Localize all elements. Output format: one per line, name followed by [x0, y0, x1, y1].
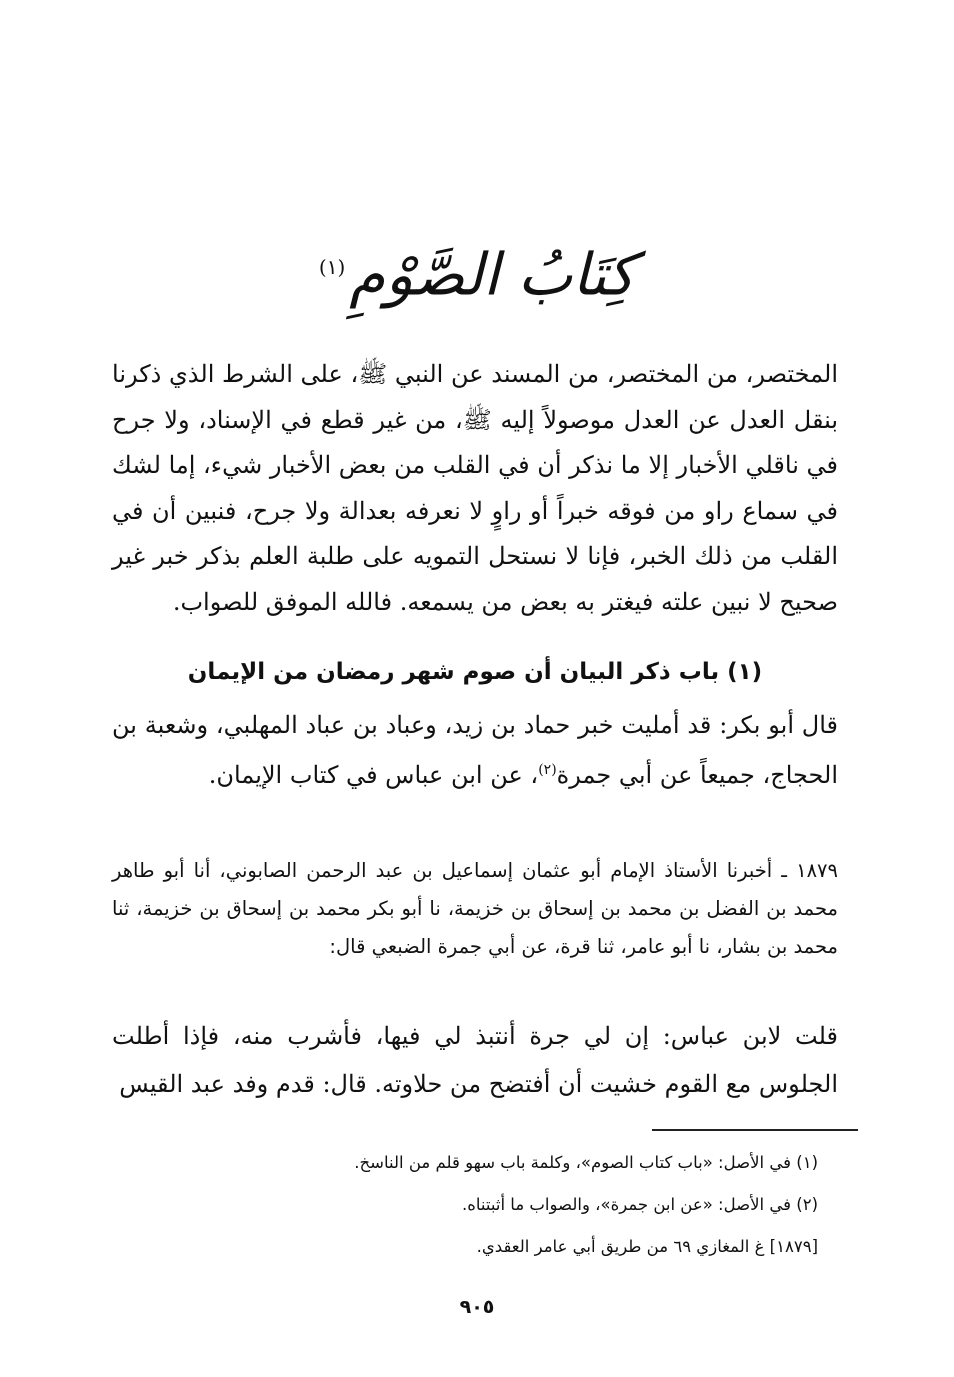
book-title — [0, 222, 954, 319]
book-title-text: كِتَابُ الصَّوْمِ — [349, 240, 636, 309]
abu-bakr-paragraph — [112, 700, 838, 800]
chapter-heading: (١) باب ذكر البيان أن صوم شهر رمضان من الإيمان — [187, 659, 763, 685]
hadith-text: قلت لابن عباس: إن لي جرة أنتبذ لي فيها، فأشرب منه، فإذا أطلت الجلوس مع القوم خشيت أن أفتضح من حلاوته. قال: قدم وفد عبد القيس — [112, 1022, 838, 1098]
footnote-2: (٢) في الأصل: «عن ابن جمرة»، والصواب ما أثبتناه. — [462, 1195, 818, 1214]
page-number: ٩٠٥ — [459, 1296, 495, 1318]
footnote-hadith-reference: [١٨٧٩] غ المغازي ٦٩ من طريق أبي عامر العقدي. — [476, 1237, 818, 1256]
intro-paragraph: المختصر، من المختصر، من المسند عن النبي ﷺ، على الشرط الذي ذكرنا بنقل العدل عن العدل موصولاً إليه ﷺ، من غير قطع في الإسناد، ولا جرح في ناقلي الأخبار إلا ما نذكر أن في القلب من بعض الأخبار شيء، إما لشك في سماع راو من فوقه خبراً أو راوٍ لا نعرفه بعدالة ولا جرح، فنبين أن في القلب من ذلك الخبر، فإنا لا نستحل التمويه على طلبة العلم بذكر خبر غير صحيح لا نبين علته فيغتر به بعض من يسمعه. فالله الموفق للصواب. — [112, 360, 839, 616]
abu-bakr-text-end: ، عن ابن عباس في كتاب الإيمان. — [208, 761, 539, 789]
footnote-divider — [652, 1129, 858, 1131]
footnote-ref-2: (٢) — [538, 762, 557, 778]
hadith-chain: ١٨٧٩ ـ أخبرنا الأستاذ الإمام أبو عثمان إسماعيل بن عبد الرحمن الصابوني، أنا أبو طاهر محمد بن الفضل بن محمد بن إسحاق بن خزيمة، نا أبو بكر محمد بن إسحاق بن خزيمة، ثنا محمد بن بشار، نا أبو عامر، ثنا قرة، عن أبي جمرة الضبعي قال: — [112, 859, 838, 958]
abu-bakr-text-start: قال أبو بكر: قد أمليت خبر حماد بن زيد، وعباد بن عباد المهلبي، وشعبة بن الحجاج، جميعاً عن أبي جمرة — [112, 711, 838, 789]
footnote-1: (١) في الأصل: «باب كتاب الصوم»، وكلمة باب سهو قلم من الناسخ. — [354, 1153, 818, 1172]
title-footnote-mark: (١) — [318, 255, 346, 279]
footnotes — [112, 1142, 818, 1268]
